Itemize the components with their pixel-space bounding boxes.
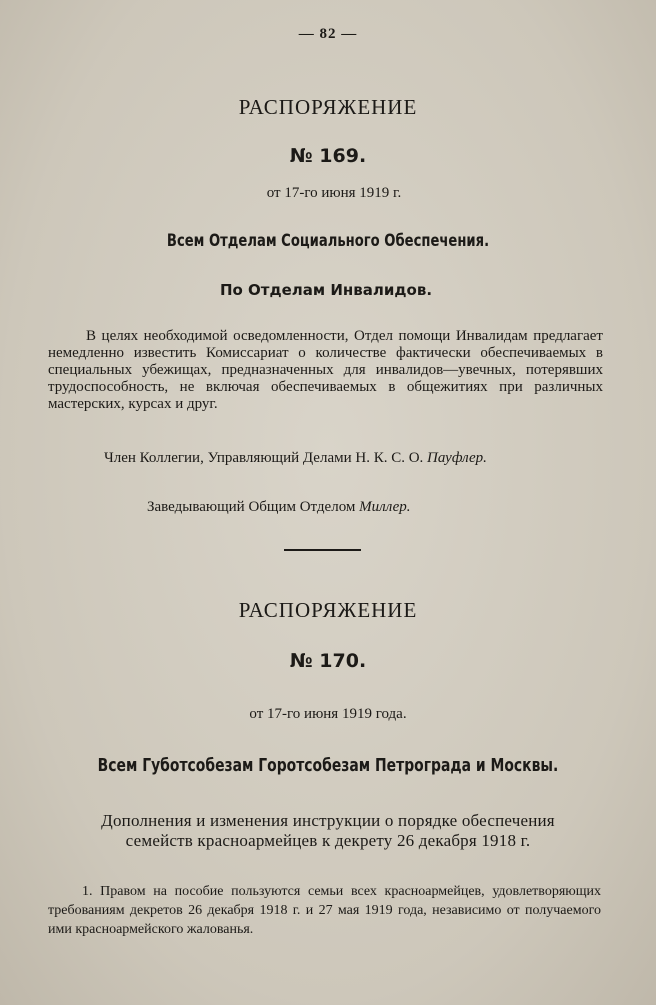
- signature-2: [147, 499, 411, 516]
- page-number: — 82 —: [298, 26, 358, 42]
- order-169-body: [48, 328, 603, 413]
- order-169-date: от 17-го июня 1919 г.: [266, 185, 402, 201]
- order-169-addressee: Всем Отделам Социального Обеспечения.: [166, 231, 490, 251]
- signature-1: [104, 450, 487, 467]
- order-170-title: РАСПОРЯЖЕНИЕ: [238, 598, 418, 622]
- point-1: [48, 882, 601, 939]
- order-169-body-text: В целях необходимой осведомленности, Отдел помощи Инвалидам предлагает немедленно известить Комиссариат о количестве фактически обеспечиваемых в специальных убежищах, предназначенных для инвалидов—увечных, потерявших трудоспособность, не включая обеспечиваемых в общежитиях при различных мастерских, курсах и друг.: [48, 328, 603, 412]
- signature-1-name: Пауфлер.: [427, 450, 487, 466]
- order-170-addressee: Всем Губотсобезам Горотсобезам Петрограда и Москвы.: [97, 755, 559, 776]
- signature-1-title: Член Коллегии, Управляющий Делами Н. К. С. О.: [104, 450, 424, 466]
- order-169-title: РАСПОРЯЖЕНИЕ: [238, 95, 418, 119]
- order-170-date: от 17-го июня 1919 года.: [249, 706, 407, 722]
- signature-2-name: Миллер.: [359, 499, 411, 515]
- point-1-text: 1. Правом на пособие пользуются семьи всех красноармейцев, удовлетворяющих требованиям декретов 26 декабря 1918 г. и 27 мая 1919 года, независимо от получаемого ими красноармейского жалованья.: [48, 884, 601, 937]
- signature-2-title: Заведывающий Общим Отделом: [147, 499, 356, 515]
- order-170-number: № 170.: [289, 650, 367, 672]
- order-169-number: № 169.: [289, 145, 367, 167]
- instruction-heading-line-1: Дополнения и изменения инструкции о порядке обеспечения: [101, 811, 555, 830]
- instruction-heading-line-2: семейств красноармейцев к декрету 26 декабря 1918 г.: [125, 831, 531, 850]
- order-169-subaddressee: По Отделам Инвалидов.: [219, 281, 433, 299]
- section-divider: [284, 549, 361, 551]
